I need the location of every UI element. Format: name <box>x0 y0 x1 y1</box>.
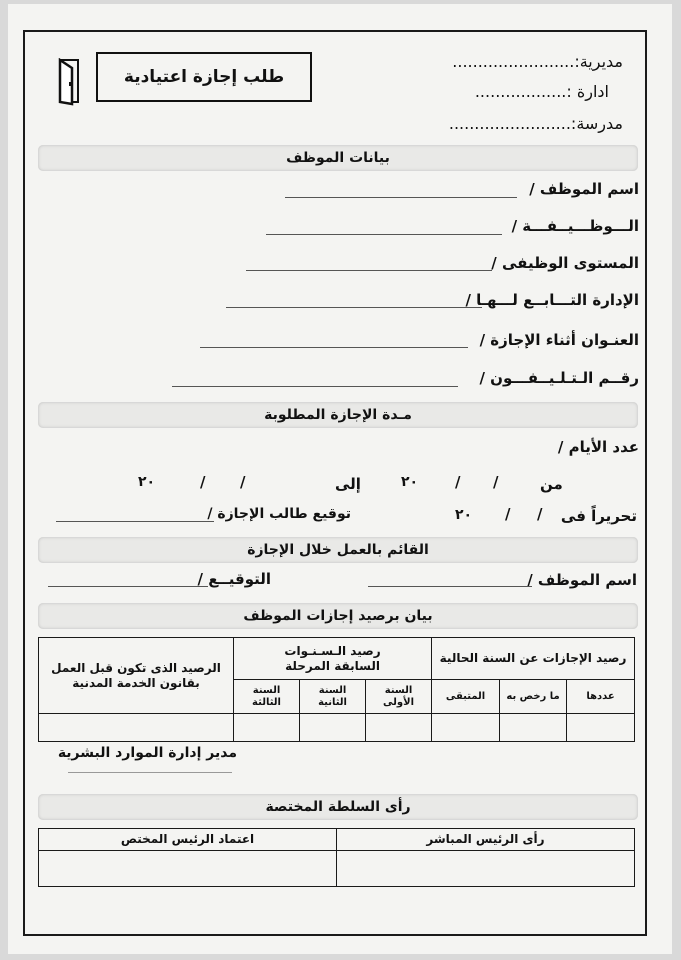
employee-name-line <box>285 197 517 198</box>
third-year-line2: الثالثة <box>252 696 281 708</box>
hr-manager-label: مدير إدارة الموارد البشرية <box>57 745 237 761</box>
authority-table <box>38 828 635 887</box>
substitute-signature-line <box>48 586 208 587</box>
balance-table <box>38 637 635 742</box>
door-icon <box>58 58 80 110</box>
cell-first-year[interactable] <box>366 714 432 742</box>
school-field: مدرسة:........................ <box>448 114 623 133</box>
from-label: من <box>540 475 563 493</box>
authority-section-title: رأى السلطة المختصة <box>38 794 638 820</box>
cell-third-year[interactable] <box>234 714 300 742</box>
from-year-prefix: ٢٠ <box>401 474 419 490</box>
current-year-balance-header: رصيد الإجازات عن السنة الحالية <box>432 638 635 680</box>
substitute-section-title: القائم بالعمل خلال الإجازة <box>38 537 638 563</box>
cell-remaining[interactable] <box>432 714 500 742</box>
second-year-line2: الثانية <box>318 696 347 708</box>
affiliated-department-label: الإدارة التـــابــع لـــهـا / <box>465 291 639 309</box>
administration-field: ادارة :.................. <box>474 82 609 101</box>
employee-name-label: اسم الموظف / <box>529 180 639 198</box>
hr-manager-signature-line <box>68 772 232 773</box>
col-first-year-header <box>366 680 432 714</box>
pre-civil-service-header-line1: الرصيد الذى تكون قبل العمل <box>51 660 221 675</box>
third-year-line1: السنة <box>252 684 281 696</box>
written-slash-1: / <box>537 505 543 523</box>
form-title: طلب إجازة اعتيادية <box>96 52 312 102</box>
first-year-line1: السنة <box>384 684 413 696</box>
cell-count[interactable] <box>567 714 635 742</box>
written-slash-2: / <box>505 505 511 523</box>
col-second-year-header <box>300 680 366 714</box>
substitute-signature-label: التوقيــع / <box>197 570 271 588</box>
directorate-field: مديرية:........................ <box>452 52 623 71</box>
second-year-line1: السنة <box>318 684 347 696</box>
from-slash-2: / <box>455 473 461 491</box>
to-year-prefix: ٢٠ <box>138 474 156 490</box>
vacation-address-line <box>200 347 468 348</box>
col-third-year-header <box>234 680 300 714</box>
to-label: إلى <box>335 475 361 493</box>
from-slash-1: / <box>493 473 499 491</box>
cell-granted[interactable] <box>500 714 567 742</box>
job-level-label: المستوى الوظيفى / <box>491 254 639 272</box>
vacation-address-label: العنـوان أثناء الإجازة / <box>479 331 639 349</box>
affiliated-department-line <box>226 307 482 308</box>
balance-data-row <box>39 714 635 742</box>
employee-section-title: بيانات الموظف <box>38 145 638 171</box>
substitute-name-label: اسم الموظف / <box>527 571 637 589</box>
to-slash-1: / <box>240 473 246 491</box>
applicant-signature-label: توقيع طالب الإجازة / <box>207 506 351 522</box>
phone-label: رقــم الـتـلـيــفـــون / <box>479 369 639 387</box>
cell-pre-civil-service[interactable] <box>39 714 234 742</box>
previous-years-header-line1: رصيد الـسـنـوات <box>284 643 381 658</box>
balance-section-title: بيان برصيد إجازات الموظف <box>38 603 638 629</box>
direct-manager-opinion-cell[interactable] <box>337 851 635 887</box>
direct-manager-header: رأى الرئيس المباشر <box>337 829 635 851</box>
days-count-label: عدد الأيام / <box>557 438 639 456</box>
col-count-header: عددها <box>567 680 635 714</box>
to-slash-2: / <box>200 473 206 491</box>
job-title-label: الـــوظـــيــفـــة / <box>511 217 639 235</box>
first-year-line2: الأولى <box>383 696 415 708</box>
previous-years-balance-header <box>234 638 432 680</box>
written-on-label: تحريراً فى <box>560 507 637 525</box>
cell-second-year[interactable] <box>300 714 366 742</box>
col-granted-header: ما رخص به <box>500 680 567 714</box>
duration-section-title: مـدة الإجازة المطلوبة <box>38 402 638 428</box>
pre-civil-service-header-line2: بقانون الخدمة المدنية <box>72 675 200 690</box>
approval-cell[interactable] <box>39 851 337 887</box>
approval-header: اعتماد الرئيس المختص <box>39 829 337 851</box>
previous-years-header-line2: السابقة المرحلة <box>285 658 380 673</box>
col-remaining-header: المتبقى <box>432 680 500 714</box>
job-level-line <box>246 270 492 271</box>
substitute-name-line <box>368 586 532 587</box>
pre-civil-service-balance-header <box>39 638 234 714</box>
written-year-prefix: ٢٠ <box>455 507 473 523</box>
job-title-line <box>266 234 502 235</box>
phone-line <box>172 386 458 387</box>
applicant-signature-line <box>56 521 214 522</box>
